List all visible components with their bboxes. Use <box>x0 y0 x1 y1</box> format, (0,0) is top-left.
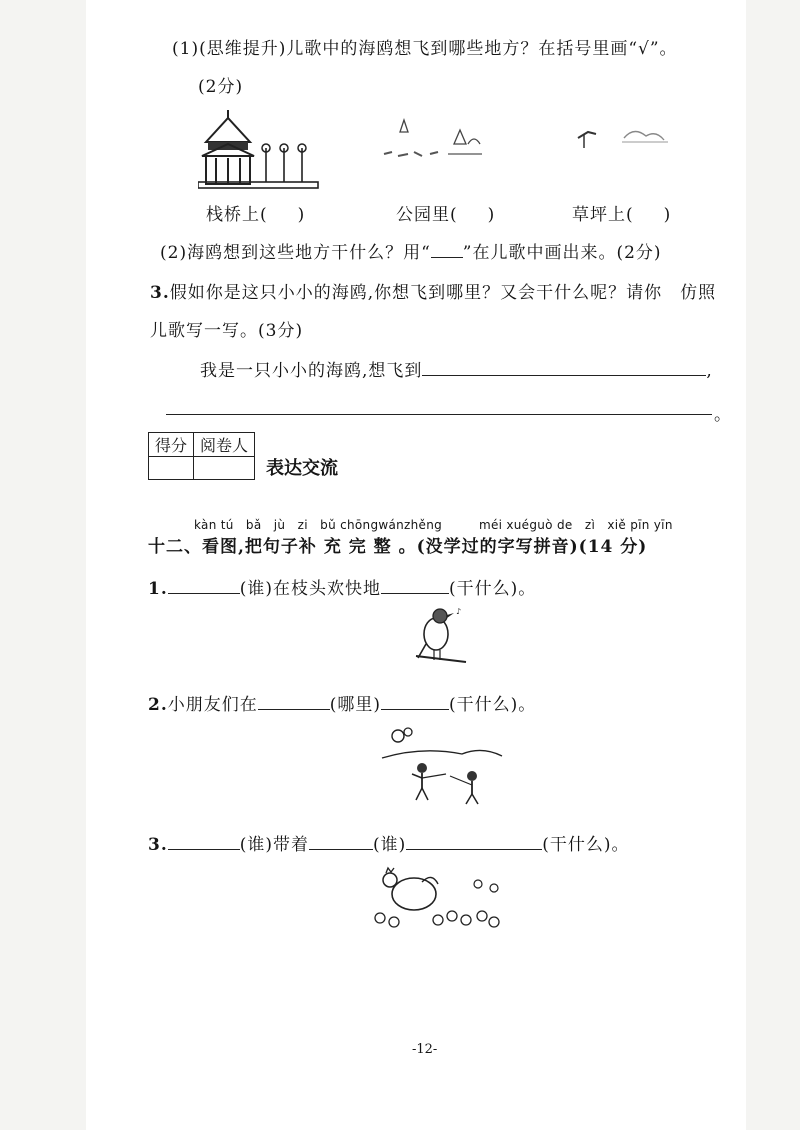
item3-whom-blank[interactable] <box>309 833 373 850</box>
q3-answer-blank-2[interactable] <box>166 414 712 415</box>
score-box-score-label: 得分 <box>149 433 194 457</box>
lawn-image <box>574 118 674 158</box>
score-box <box>148 432 255 480</box>
option-lawn-label: 草坪上( <box>572 205 634 225</box>
worksheet-page <box>86 0 746 1130</box>
park-image <box>378 114 488 164</box>
q3-answer-blank-1[interactable] <box>422 359 706 376</box>
q12-item3: 3. (谁)带着 (谁) (干什么)。 <box>148 835 630 855</box>
score-box-grader-label: 阅卷人 <box>194 433 255 457</box>
q3-line1: 3.假如你是这只小小的海鸥,你想飞到哪里？又会干什么呢？请你 仿照 <box>150 283 717 303</box>
score-box-grader-cell[interactable] <box>194 457 255 480</box>
page-number: -12- <box>412 1042 438 1057</box>
q3-line2: 儿歌写一写。(3分) <box>150 321 304 341</box>
option-park: 公园里( ) <box>396 205 496 225</box>
option-lawn: 草坪上( ) <box>572 205 672 225</box>
option-park-label: 公园里( <box>396 205 458 225</box>
q2-sub1-points: (2分) <box>198 77 244 97</box>
bird-on-branch-image <box>412 604 470 672</box>
q3-answer-line: 我是一只小小的海鸥,想飞到 , <box>200 361 713 381</box>
score-box-score-cell[interactable] <box>149 457 194 480</box>
item2-doing-blank[interactable] <box>381 693 449 710</box>
item3-who-blank[interactable] <box>168 833 240 850</box>
q12-item1: 1. (谁)在枝头欢快地 (干什么)。 <box>148 579 537 599</box>
q12-title: 十二、看图,把句子补 充 完 整 。(没学过的字写拼音)(14 分) <box>148 537 648 557</box>
q2-sub1-text: (1)(思维提升)儿歌中的海鸥想飞到哪些地方？在括号里画“√”。 <box>172 39 678 59</box>
q12-item2: 2.小朋友们在 (哪里) (干什么)。 <box>148 695 537 715</box>
underline-mark <box>431 241 463 258</box>
q3-number: 3. <box>150 283 170 303</box>
option-pier: 栈桥上( ) <box>206 205 306 225</box>
q2-sub2: (2)海鸥想到这些地方干什么？用“ ”在儿歌中画出来。(2分) <box>160 243 662 263</box>
item1-doing-blank[interactable] <box>381 577 449 594</box>
item1-who-blank[interactable] <box>168 577 240 594</box>
pavilion-pier-image <box>198 108 323 190</box>
option-pier-label: 栈桥上( <box>206 205 268 225</box>
item3-doing-blank[interactable] <box>406 833 542 850</box>
q3-period: 。 <box>714 405 732 425</box>
item2-where-blank[interactable] <box>258 693 330 710</box>
section-title: 表达交流 <box>266 458 338 479</box>
svg-text:♪: ♪ <box>456 607 462 616</box>
children-playing-image <box>376 724 506 808</box>
q12-pinyin: kàn tú bǎ jù zi bǔ chōngwánzhěng méi xuéguò de zì xiě pīn yīn <box>194 518 673 532</box>
hen-and-chicks-image <box>368 862 518 934</box>
